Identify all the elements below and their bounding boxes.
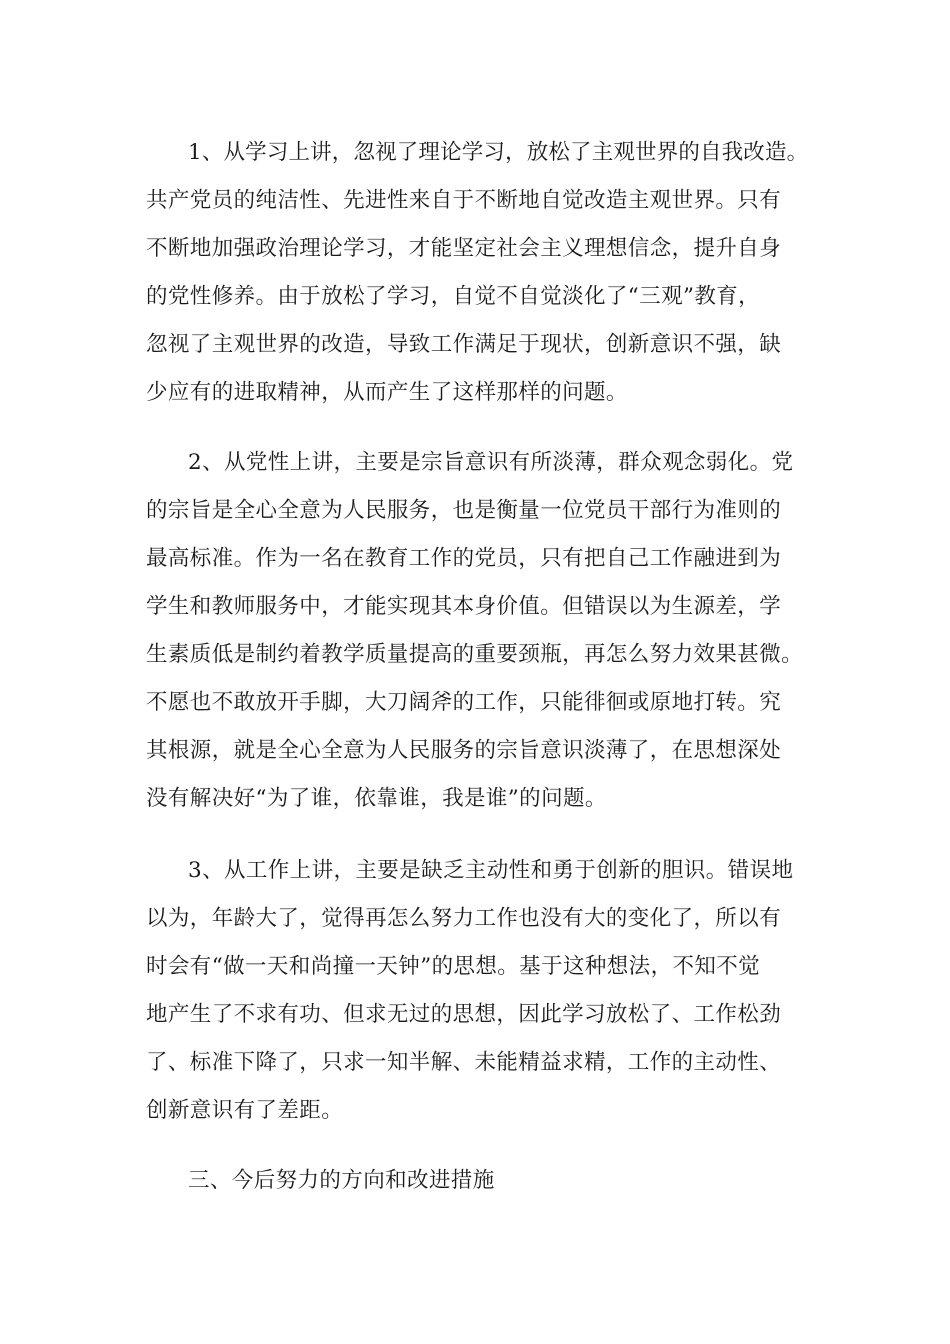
paragraph-line: 不愿也不敢放开手脚，大刀阔斧的工作，只能徘徊或原地打转。究	[146, 690, 782, 715]
paragraph-line: 以为，年龄大了，觉得再怎么努力工作也没有大的变化了，所以有	[146, 906, 782, 931]
paragraph-line: 地产生了不求有功、但求无过的思想，因此学习放松了、工作松劲	[146, 1002, 782, 1027]
paragraph-line: 的宗旨是全心全意为人民服务，也是衡量一位党员干部行为准则的	[146, 498, 782, 523]
paragraph-line: 共产党员的纯洁性、先进性来自于不断地自觉改造主观世界。只有	[146, 188, 782, 213]
paragraph-line: 忽视了主观世界的改造，导致工作满足于现状，创新意识不强，缺	[146, 332, 782, 357]
paragraph-line: 时会有“做一天和尚撞一天钟”的思想。基于这种想法，不知不觉	[146, 954, 761, 979]
paragraph-line: 创新意识有了差距。	[146, 1098, 344, 1123]
section-heading: 三、今后努力的方向和改进措施	[188, 1168, 495, 1193]
paragraph-line: 1、从学习上讲，忽视了理论学习，放松了主观世界的自我改造。	[188, 140, 809, 165]
paragraph-line: 了、标准下降了，只求一知半解、未能精益求精，工作的主动性、	[146, 1050, 782, 1075]
paragraph-line: 3、从工作上讲，主要是缺乏主动性和勇于创新的胆识。错误地	[188, 858, 794, 883]
paragraph-line: 2、从党性上讲，主要是宗旨意识有所淡薄，群众观念弱化。党	[188, 450, 794, 475]
paragraph-line: 最高标准。作为一名在教育工作的党员，只有把自己工作融进到为	[146, 546, 782, 571]
paragraph-line: 不断地加强政治理论学习，才能坚定社会主义理想信念，提升自身	[146, 236, 782, 261]
paragraph-line: 少应有的进取精神，从而产生了这样那样的问题。	[146, 380, 628, 405]
paragraph-line: 学生和教师服务中，才能实现其本身价值。但错误以为生源差，学	[146, 594, 782, 619]
paragraph-line: 没有解决好“为了谁，依靠谁，我是谁”的问题。	[146, 786, 607, 811]
paragraph-line: 的党性修养。由于放松了学习，自觉不自觉淡化了“三观”教育，	[146, 284, 761, 309]
paragraph-line: 生素质低是制约着教学质量提高的重要颈瓶，再怎么努力效果甚微。	[146, 642, 804, 667]
paragraph-line: 其根源，就是全心全意为人民服务的宗旨意识淡薄了，在思想深处	[146, 738, 782, 763]
